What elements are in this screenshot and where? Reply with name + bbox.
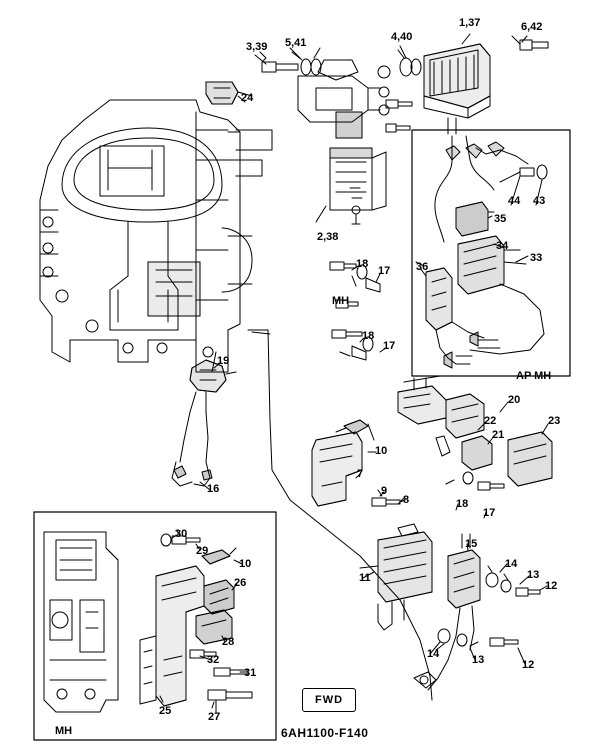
callout-12-lower: 12	[522, 659, 535, 671]
panel-label-mh-mid: MH	[332, 295, 350, 307]
callout-36: 36	[416, 261, 429, 273]
callout-31: 31	[244, 667, 257, 679]
callout-32: 32	[207, 654, 220, 666]
callout-17-lower: 17	[383, 340, 396, 352]
panel-label-mh-lower: MH	[55, 725, 73, 737]
callout-33: 33	[530, 252, 543, 264]
callout-22: 22	[484, 415, 497, 427]
callout-28: 28	[222, 636, 235, 648]
engine-block-assembly	[40, 100, 272, 372]
callout-9: 9	[381, 485, 388, 497]
starter-motor-11	[360, 524, 432, 630]
callout-10-inset: 10	[239, 558, 252, 570]
callout-35: 35	[494, 213, 507, 225]
rectifier-regulator-1-37	[398, 36, 548, 134]
callout-15: 15	[465, 538, 478, 550]
callout-17-upper: 17	[378, 265, 391, 277]
callout-13-lower: 13	[472, 654, 485, 666]
callout-21: 21	[492, 429, 505, 441]
bolts-3-39-5-41	[260, 48, 321, 75]
callout-1-37: 1,37	[459, 17, 481, 29]
bracket-assembly-center	[298, 60, 390, 224]
callout-34: 34	[496, 240, 509, 252]
callout-14-upper: 14	[505, 558, 518, 570]
callout-13-upper: 13	[527, 569, 540, 581]
callout-30: 30	[175, 528, 188, 540]
callout-27: 27	[208, 711, 221, 723]
callout-44: 44	[508, 195, 521, 207]
fwd-label: FWD	[314, 694, 344, 706]
callout-4-40: 4,40	[391, 31, 413, 43]
callout-20: 20	[508, 394, 521, 406]
panel-label-ap-mh: AP MH	[516, 370, 552, 382]
callout-14-lower: 14	[427, 648, 440, 660]
lower-left-inset-box	[34, 512, 276, 740]
callout-29: 29	[196, 545, 209, 557]
callout-18-upper: 18	[356, 258, 369, 270]
bracket-7	[312, 420, 404, 506]
wiring-harness-inset-box	[412, 130, 570, 376]
fwd-direction-marker	[302, 688, 356, 712]
callout-23: 23	[548, 415, 561, 427]
callout-19: 19	[217, 355, 230, 367]
callout-17-center: 17	[483, 507, 496, 519]
callout-24: 24	[241, 92, 254, 104]
callout-7: 7	[357, 468, 364, 480]
callout-12-upper: 12	[545, 580, 558, 592]
callout-5-41: 5,41	[285, 37, 307, 49]
callout-25: 25	[159, 705, 172, 717]
callout-43: 43	[533, 195, 546, 207]
callout-6-42: 6,42	[521, 21, 543, 33]
callout-8: 8	[403, 494, 410, 506]
callout-10-center: 10	[375, 445, 388, 457]
callout-18-center: 18	[456, 498, 469, 510]
callout-26: 26	[234, 577, 247, 589]
callout-2-38: 2,38	[317, 231, 339, 243]
callout-18-lower: 18	[362, 330, 375, 342]
relay-boxes-20-23	[398, 376, 552, 490]
callout-16: 16	[207, 483, 220, 495]
callout-11: 11	[359, 572, 371, 584]
callout-3-39: 3,39	[246, 41, 268, 53]
sheet-part-number: 6AH1100-F140	[281, 726, 369, 740]
